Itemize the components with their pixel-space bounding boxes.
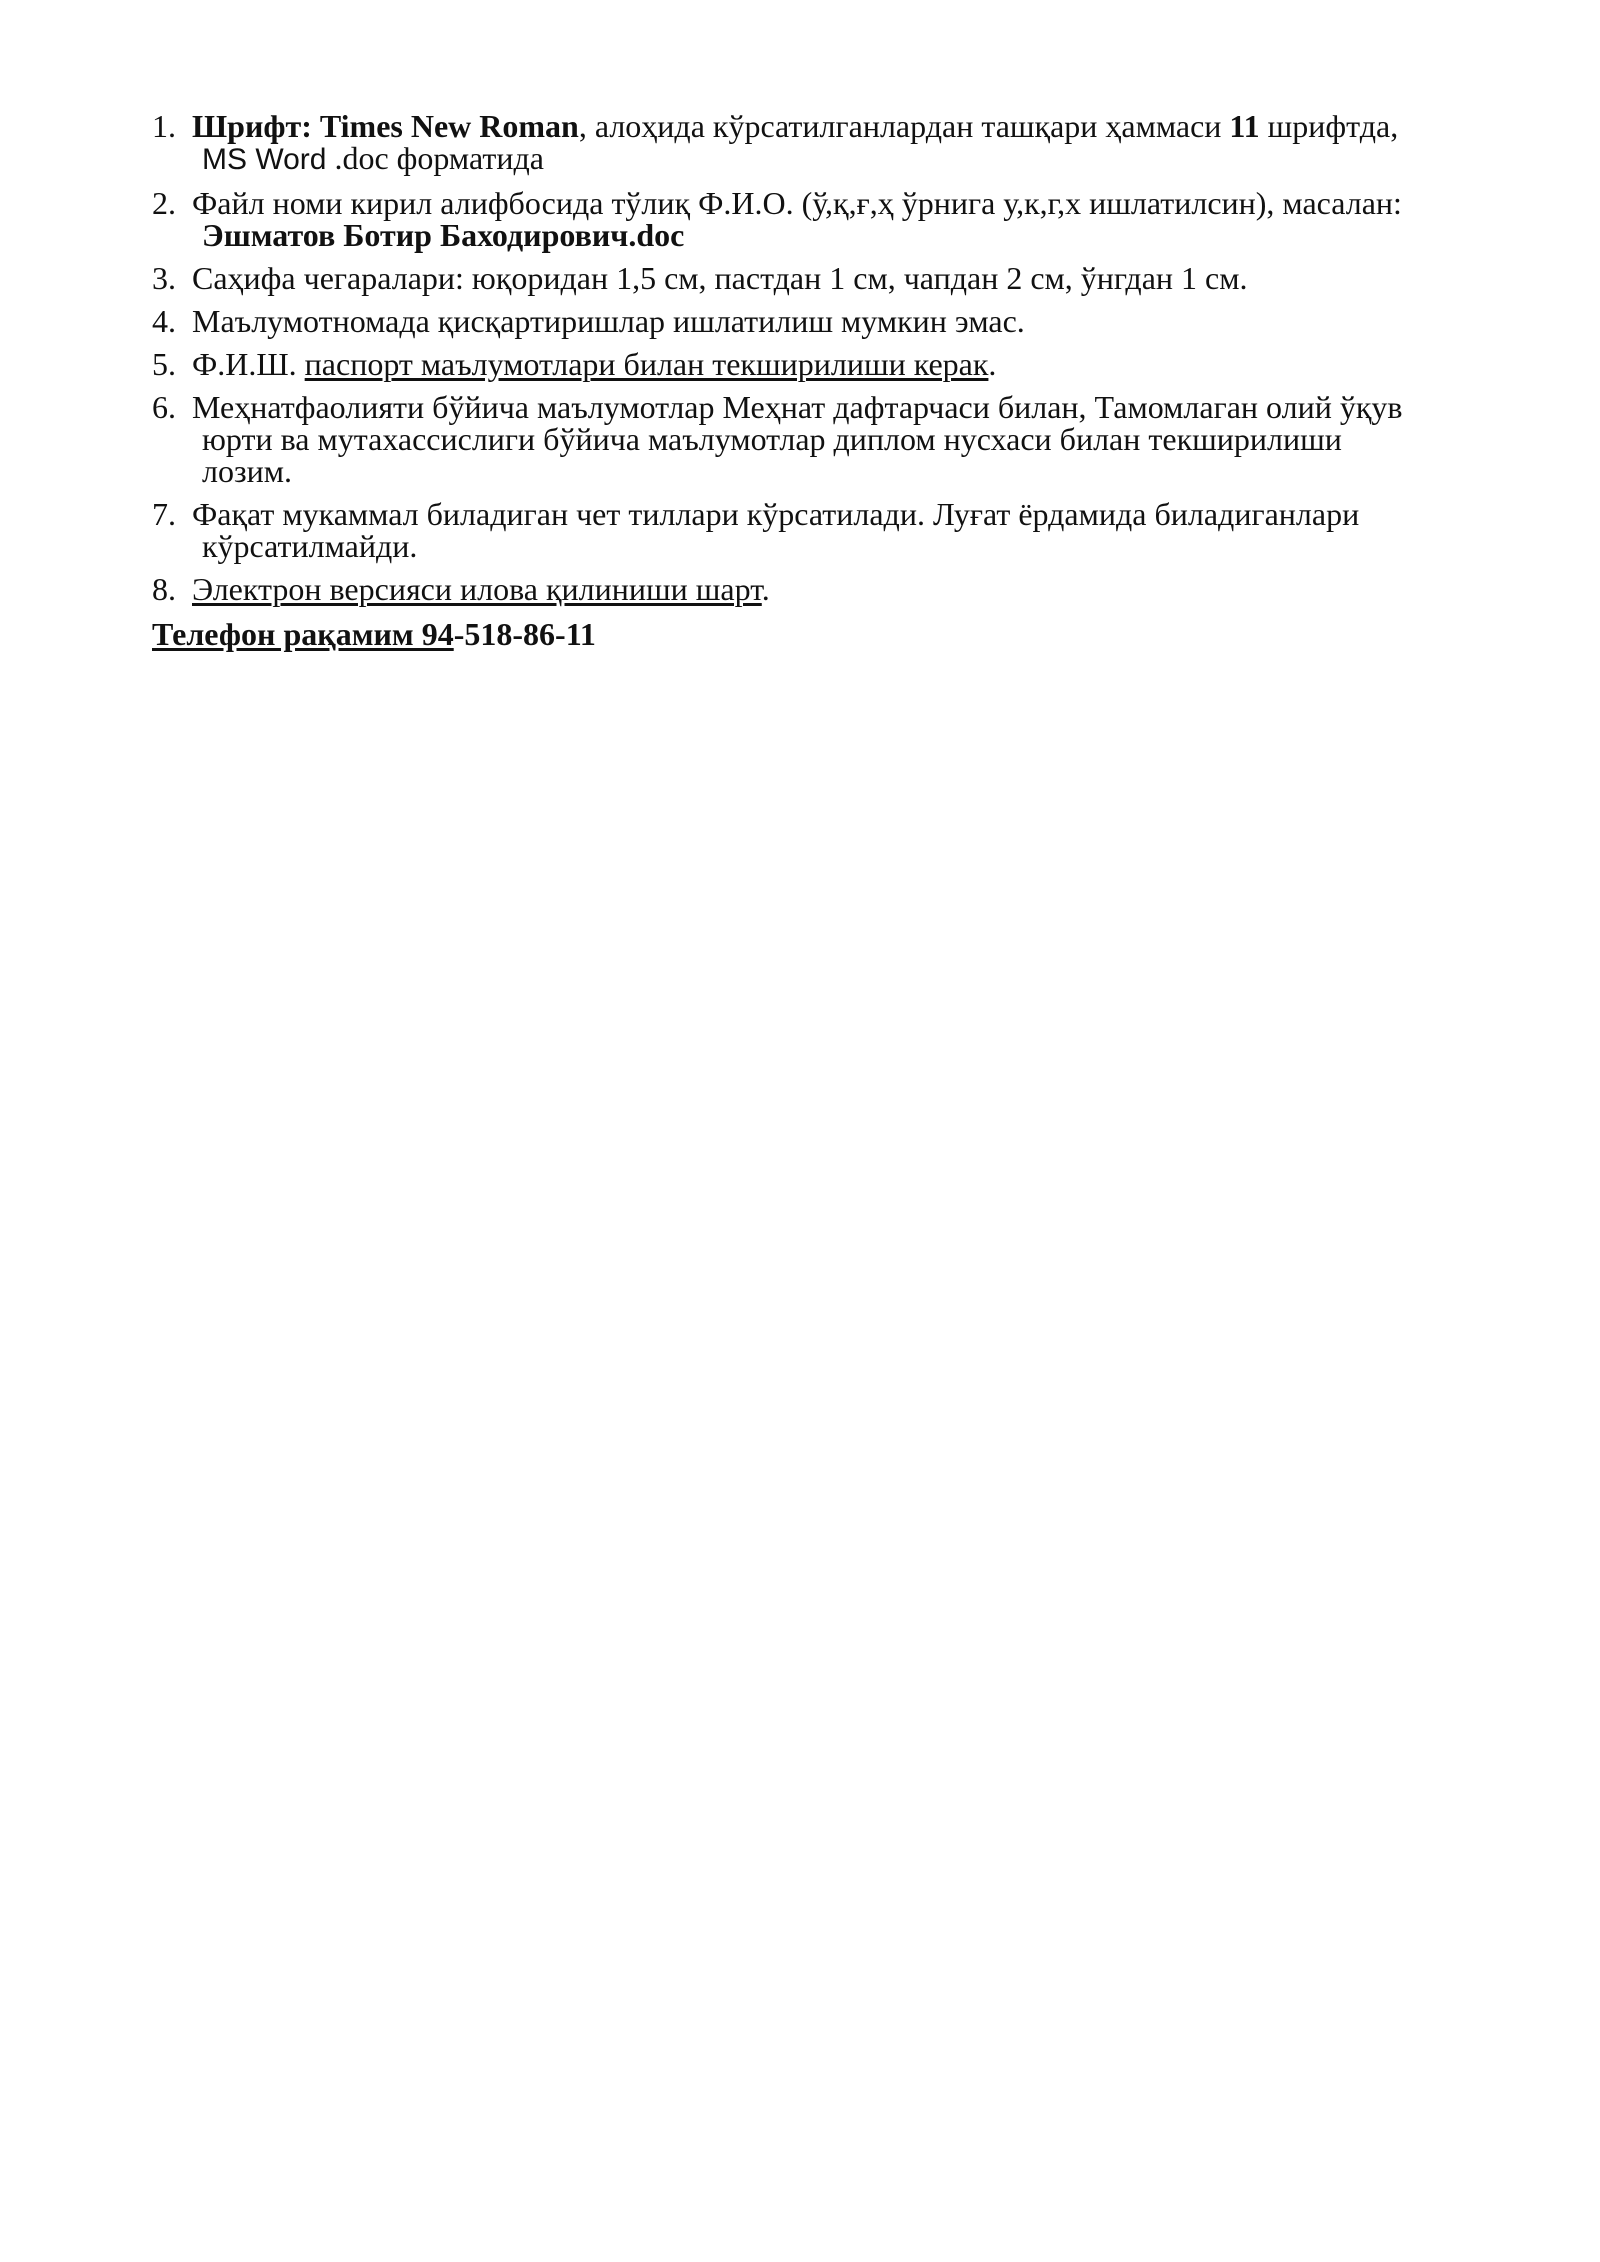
item-6-line-3: лозим. — [202, 453, 292, 489]
item-5-line-1 — [192, 348, 1540, 380]
item-1-line-2 — [192, 142, 1540, 176]
item-1-text-a: , алоҳида кўрсатилганлардан ташқари ҳаммаси — [578, 108, 1230, 144]
list-item-2 — [150, 187, 1540, 251]
phone-label: Телефон рақамим 94 — [152, 616, 454, 652]
phone-line — [152, 618, 596, 650]
item-5-prefix: Ф.И.Ш. — [192, 346, 305, 382]
list-item-1 — [150, 110, 1540, 176]
item-4-line-1: Маълумотномада қисқартиришлар ишлатилиш мумкин эмас. — [192, 303, 1025, 339]
phone-number-rest: -518-86-11 — [453, 616, 596, 652]
item-3-line-1: Саҳифа чегаралари: юқоридан 1,5 см, пастдан 1 см, чапдан 2 см, ўнгдан 1 см. — [192, 260, 1248, 296]
item-7-line-2: кўрсатилмайди. — [202, 528, 418, 564]
item-number: 3. — [152, 260, 176, 296]
item-1-line-2-rest: .doc форматида — [326, 140, 544, 176]
requirements-list — [150, 110, 1540, 616]
filename-example: Эшматов Ботир Баходирович.doc — [202, 217, 685, 253]
font-size-value: 11 — [1229, 108, 1260, 144]
electronic-version-text: Электрон версияси илова қилиниши шарт — [192, 571, 762, 607]
passport-check-text: паспорт маълумотлари билан текширилиши керак — [304, 346, 989, 382]
ms-word-text: MS Word — [202, 143, 327, 176]
item-number: 4. — [152, 303, 176, 339]
font-label: Шрифт: — [192, 108, 312, 144]
item-6-line-1: Меҳнатфаолияти бўйича маълумотлар Меҳнат дафтарчаси билан, Тамомлаган олий ўқув — [192, 389, 1403, 425]
list-item-7 — [150, 498, 1540, 562]
list-item-3 — [150, 262, 1540, 294]
item-number: 8. — [152, 571, 176, 607]
item-number: 6. — [152, 389, 176, 425]
item-7-line-1: Фақат мукаммал биладиган чет тиллари кўрсатилади. Луғат ёрдамида биладиганлари — [192, 496, 1360, 532]
item-8-suffix: . — [761, 571, 770, 607]
list-item-8 — [150, 573, 1540, 605]
list-item-6 — [150, 391, 1540, 487]
item-number: 2. — [152, 185, 176, 221]
item-number: 7. — [152, 496, 176, 532]
list-item-4 — [150, 305, 1540, 337]
item-1-text-b: шрифтда, — [1259, 108, 1399, 144]
list-item-5 — [150, 348, 1540, 380]
item-number: 5. — [152, 346, 176, 382]
item-2-line-1: Файл номи кирил алифбосида тўлиқ Ф.И.О. (ў,қ,ғ,ҳ ўрнига у,к,г,х ишлатилсин), масалан: — [192, 185, 1402, 221]
item-5-suffix: . — [988, 346, 997, 382]
item-8-line-1 — [192, 573, 1540, 605]
item-number: 1. — [152, 108, 176, 144]
item-1-line-1 — [192, 110, 1540, 142]
item-6-line-2: юрти ва мутахассислиги бўйича маълумотлар диплом нусхаси билан текширилиши — [202, 421, 1342, 457]
font-name: Times New Roman — [319, 108, 579, 144]
